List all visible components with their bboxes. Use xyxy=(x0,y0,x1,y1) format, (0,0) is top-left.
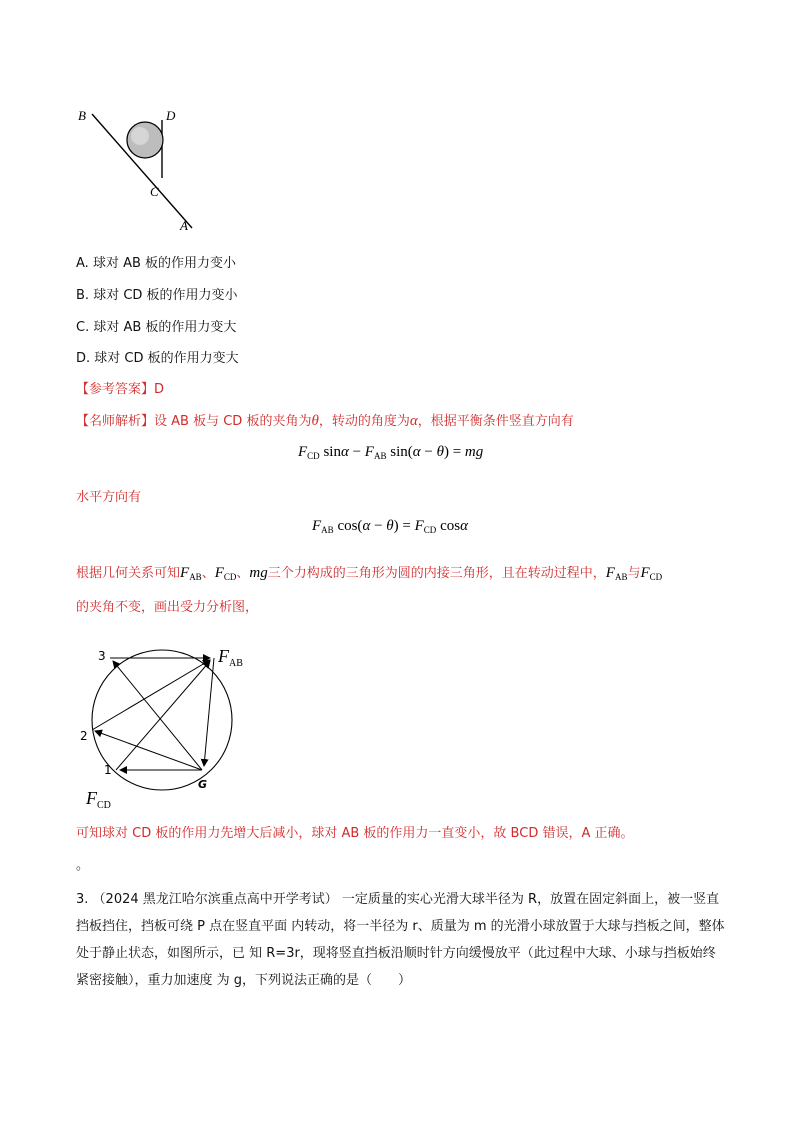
label-a: A xyxy=(180,218,188,233)
label-point-1: 1 xyxy=(104,763,112,777)
force-analysis-figure xyxy=(80,630,260,810)
option-b: B. 球对 CD 板的作用力变小 xyxy=(76,288,238,303)
question-3: 3. （2024 黑龙江哈尔滨重点高中开学考试） 一定质量的实心光滑大球半径为 R，放置在固定斜面上，被一竖直挡板挡住，挡板可绕 P 点在竖直平面 内转动，将一半径为 r、质量为 m 的光滑小球放置于大球与挡板之间，整体处于静止状态，如图所示，已 知 R=3r，现将竖直挡板沿顺时针方向缓慢放平（此过程中大球、小球与挡板始终紧密接触），重力加速度 为 g，下列说法正确的是（ ） xyxy=(76,892,725,988)
option-c: C. 球对 AB 板的作用力变大 xyxy=(76,320,237,335)
formula-vertical: $F_{CD}$ $\sin\alpha - F_{AB}$ sin(α − θ) = mg xyxy=(298,444,484,461)
label-d: D xyxy=(166,108,176,123)
label-fab: $F_{AB}$ xyxy=(218,646,243,669)
option-a: A. 球对 AB 板的作用力变小 xyxy=(76,256,237,271)
period: 。 xyxy=(76,858,90,873)
label-point-2: 2 xyxy=(80,729,88,743)
conclusion: 可知球对 CD 板的作用力先增大后减小，球对 AB 板的作用力一直变小，故 BCD 错误，A 正确。 xyxy=(76,826,634,841)
label-point-3: 3 xyxy=(98,649,106,663)
horizontal-label: 水平方向有 xyxy=(76,490,142,505)
analysis-line: 【名师解析】设 AB 板与 CD 板的夹角为θ，转动的角度为α，根据平衡条件竖直方向有 xyxy=(76,413,574,429)
label-fcd: $F_{CD}$ xyxy=(86,788,111,810)
label-c: C xyxy=(150,184,159,199)
label-b: B xyxy=(78,108,86,123)
ball-incline-figure xyxy=(70,100,210,240)
formula-horizontal: $F_{AB}$ $\cos(\alpha - \theta) = F_{CD}$ cosα xyxy=(312,518,468,535)
geometry-line-2: 的夹角不变，画出受力分析图， xyxy=(76,600,259,615)
answer-line: 【参考答案】D xyxy=(76,382,165,397)
label-g: G xyxy=(198,778,208,791)
option-d: D. 球对 CD 板的作用力变大 xyxy=(76,351,239,366)
force-circle xyxy=(92,650,232,790)
geometry-line-1: 根据几何关系可知$F_{AB}$、$F_{CD}$、mg三个力构成的三角形为圆的内接三角形，且在转动过程中，$F_{AB}$与$F_{CD}$ xyxy=(76,565,663,582)
